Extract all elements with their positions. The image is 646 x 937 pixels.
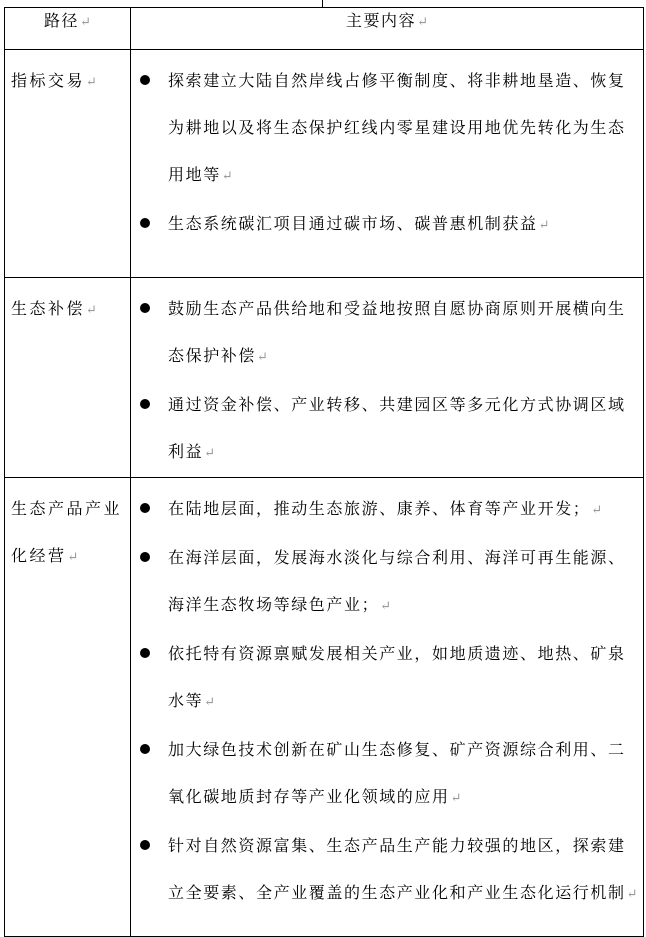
return-mark-icon: ↵: [221, 169, 233, 184]
bullet-icon: [140, 744, 150, 754]
bullet-icon: [140, 503, 150, 513]
return-mark-icon: ↵: [204, 695, 216, 710]
return-mark-icon: ↵: [380, 599, 392, 614]
header-path-cell: [5, 8, 131, 50]
content-list-item: [131, 285, 643, 381]
return-mark-icon: ↵: [450, 791, 462, 806]
bullet-icon: [140, 303, 150, 313]
path-cell: [5, 50, 131, 278]
return-mark-icon: ↵: [417, 15, 429, 30]
return-mark-icon: ↵: [538, 218, 550, 233]
bullet-icon: [140, 399, 150, 409]
header-content-label: 主要内容: [345, 11, 417, 30]
page-edge-mark: [322, 0, 323, 7]
bullet-icon: [140, 218, 150, 228]
path-label: 生态产品产业化经营: [11, 499, 123, 565]
return-mark-icon: ↵: [591, 503, 603, 518]
return-mark-icon: ↵: [86, 303, 97, 318]
content-list-item: [131, 381, 643, 477]
bullet-icon: [140, 75, 150, 85]
item-text: 加大绿色技术创新在矿山生态修复、矿产资源综合利用、二氧化碳地质封存等产业化领域的应用: [168, 740, 626, 806]
content-list-item: [131, 485, 643, 534]
content-list-item: [131, 630, 643, 726]
return-mark-icon: ↵: [204, 446, 216, 461]
return-mark-icon: ↵: [80, 15, 92, 30]
ecological-value-path-table: [4, 7, 644, 937]
path-label: 指标交易: [11, 71, 86, 90]
header-content-cell: [131, 8, 644, 50]
content-list-item: [131, 534, 643, 630]
bullet-icon: [140, 552, 150, 562]
item-text: 依托特有资源禀赋发展相关产业，如地质遗迹、地热、矿泉水等: [168, 644, 626, 710]
content-list-item: [131, 822, 643, 918]
item-text: 在陆地层面，推动生态旅游、康养、体育等产业开发；: [168, 499, 591, 518]
table-header-row: [5, 8, 644, 50]
table-row: [5, 278, 644, 478]
path-cell: [5, 278, 131, 478]
return-mark-icon: ↵: [67, 550, 79, 565]
content-cell: [131, 278, 644, 478]
path-cell: [5, 478, 131, 937]
content-list-item: [131, 726, 643, 822]
bullet-icon: [140, 840, 150, 850]
return-mark-icon: ↵: [257, 350, 268, 365]
content-cell: [131, 50, 644, 278]
item-text: 探索建立大陆自然岸线占修平衡制度、将非耕地垦造、恢复为耕地以及将生态保护红线内零星建设用地优先转化为生态用地等: [168, 71, 626, 184]
header-path-label: 路径: [43, 11, 80, 30]
table-row: [5, 50, 644, 278]
path-label: 生态补偿: [11, 299, 86, 318]
return-mark-icon: ↵: [626, 887, 638, 902]
item-text: 生态系统碳汇项目通过碳市场、碳普惠机制获益: [168, 214, 538, 233]
item-text: 在海洋层面，发展海水淡化与综合利用、海洋可再生能源、海洋生态牧场等绿色产业；: [168, 548, 626, 614]
item-text: 针对自然资源富集、生态产品生产能力较强的地区，探索建立全要素、全产业覆盖的生态产业化和产业生态化运行机制: [168, 836, 626, 902]
content-list-item: [131, 57, 643, 200]
content-list-item: [131, 200, 643, 249]
bullet-icon: [140, 648, 150, 658]
return-mark-icon: ↵: [86, 75, 97, 90]
table-row: [5, 478, 644, 937]
item-text: 通过资金补偿、产业转移、共建园区等多元化方式协调区域利益: [168, 395, 626, 461]
item-text: 鼓励生态产品供给地和受益地按照自愿协商原则开展横向生态保护补偿: [168, 299, 626, 365]
content-cell: [131, 478, 644, 937]
